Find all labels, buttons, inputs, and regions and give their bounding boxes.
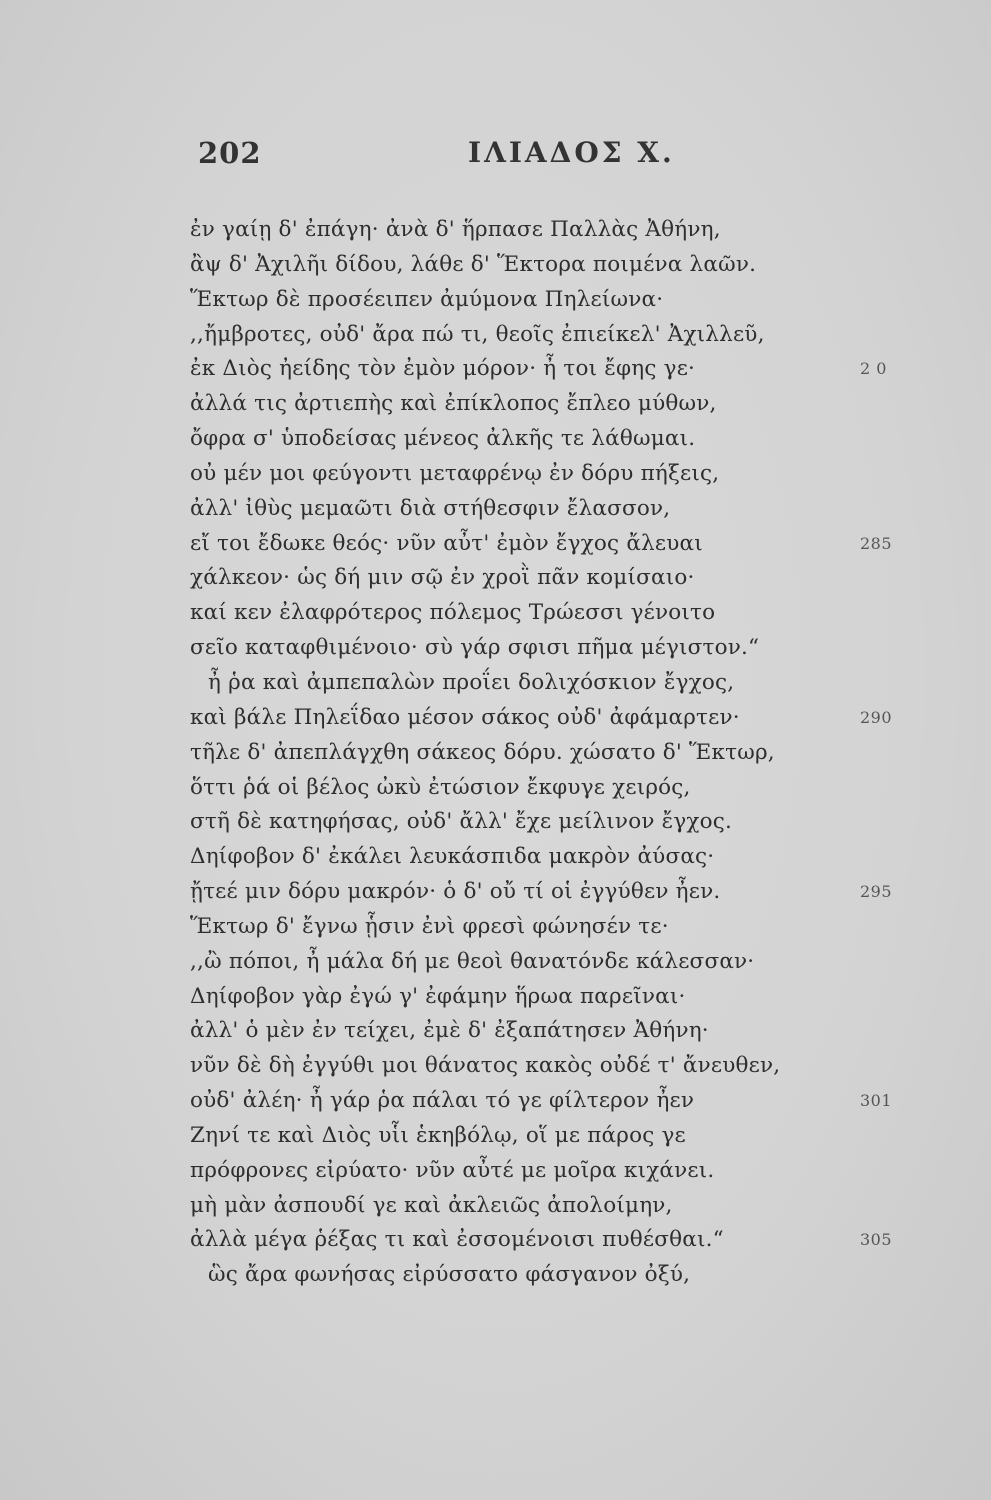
verse-line <box>190 771 910 806</box>
verse-text: Ζηνί τε καὶ Διὸς υἷι ἑκηβόλῳ, οἵ με πάρος γε <box>190 1122 686 1148</box>
line-number: 285 <box>860 533 893 553</box>
verse-line <box>190 736 910 771</box>
verse-line <box>190 492 910 527</box>
verse-text: ὄφρα σ' ὑποδείσας μένεος ἀλκῆς τε λάθωμαι. <box>190 426 696 452</box>
verse-line <box>190 875 910 910</box>
verse-text: οὐδ' ἀλέη· ἦ γάρ ῥα πάλαι τό γε φίλτερον ἦεν <box>190 1088 695 1114</box>
verse-text: χάλκεον· ὡς δή μιν σῷ ἐν χροῒ πᾶν κομίσαιο· <box>190 565 695 591</box>
verse-text: ἀλλ' ἰθὺς μεμαῶτι διὰ στήθεσφιν ἔλασσον, <box>190 495 671 521</box>
verse-text: ᾔτεέ μιν δόρυ μακρόν· ὁ δ' οὔ τί οἱ ἐγγύθεν ἦεν. <box>190 879 721 905</box>
verse-line <box>190 596 910 631</box>
verse-text: Ἕκτωρ δὲ προσέειπεν ἀμύμονα Πηλείωνα· <box>190 286 664 312</box>
verse-text: νῦν δὲ δὴ ἐγγύθι μοι θάνατος κακὸς οὐδέ τ' ἄνευθεν, <box>190 1053 781 1079</box>
verse-line <box>190 701 910 736</box>
running-title: ΙΛΙΑΔΟΣ Χ. <box>468 136 675 169</box>
verse-text: ἀλλά τις ἀρτιεπὴς καὶ ἐπίκλοπος ἔπλεο μύθων, <box>190 391 717 417</box>
verse-line <box>190 910 910 945</box>
verse-block <box>190 213 910 1293</box>
verse-text: ,,ὢ πόποι, ἦ μάλα δή με θεοὶ θανατόνδε κάλεσσαν· <box>190 948 755 974</box>
verse-line <box>190 1014 910 1049</box>
verse-text: Δηίφοβον δ' ἐκάλει λευκάσπιδα μακρὸν ἀύσας· <box>190 844 715 870</box>
verse-line <box>190 1223 910 1258</box>
verse-text: ἐκ Διὸς ἠείδης τὸν ἐμὸν μόρον· ἦ τοι ἔφης γε· <box>190 356 696 382</box>
verse-line <box>190 527 910 562</box>
verse-line <box>190 840 910 875</box>
line-number: 305 <box>860 1230 893 1250</box>
verse-line <box>190 805 910 840</box>
verse-line <box>190 457 910 492</box>
verse-text: ἦ ῥα καὶ ἀμπεπαλὼν προΐει δολιχόσκιον ἔγχος, <box>208 669 735 695</box>
verse-text: μὴ μὰν ἀσπουδί γε καὶ ἀκλειῶς ἀπολοίμην, <box>190 1192 673 1218</box>
verse-line <box>190 1084 910 1119</box>
verse-line <box>190 666 910 701</box>
page-number: 202 <box>198 136 262 170</box>
line-number: 301 <box>860 1091 893 1111</box>
verse-text: ἐν γαίῃ δ' ἐπάγη· ἀνὰ δ' ἥρπασε Παλλὰς Ἀθήνη, <box>190 217 721 242</box>
verse-text: καὶ βάλε Πηλεΐδαο μέσον σάκος οὐδ' ἀφάμαρτεν· <box>190 704 740 730</box>
verse-line <box>190 561 910 596</box>
verse-text: ἂψ δ' Ἀχιλῆι δίδου, λάθε δ' Ἕκτορα ποιμένα λαῶν. <box>190 251 757 277</box>
verse-line <box>190 387 910 422</box>
verse-text: ,,ἤμβροτες, οὐδ' ἄρα πώ τι, θεοῖς ἐπιείκελ' Ἀχιλλεῦ, <box>190 321 765 347</box>
line-number: 290 <box>860 707 893 727</box>
verse-text: στῆ δὲ κατηφήσας, οὐδ' ἄλλ' ἔχε μείλινον ἔγχος. <box>190 809 733 835</box>
verse-text: εἴ τοι ἔδωκε θεός· νῦν αὖτ' ἐμὸν ἔγχος ἄλευαι <box>190 530 703 556</box>
verse-line <box>190 352 910 387</box>
verse-text: οὐ μέν μοι φεύγοντι μεταφρένῳ ἐν δόρυ πήξεις, <box>190 460 720 486</box>
line-number: 295 <box>860 882 893 902</box>
verse-line <box>190 1049 910 1084</box>
verse-line <box>190 283 910 318</box>
verse-text: Δηίφοβον γὰρ ἐγώ γ' ἐφάμην ἥρωα παρεῖναι· <box>190 983 686 1009</box>
verse-text: ἀλλὰ μέγα ῥέξας τι καὶ ἐσσομένοισι πυθέσθαι.“ <box>190 1227 724 1253</box>
verse-text: τῆλε δ' ἀπεπλάγχθη σάκεος δόρυ. χώσατο δ' Ἕκτωρ, <box>190 739 775 765</box>
verse-line <box>190 945 910 980</box>
verse-line <box>190 1119 910 1154</box>
verse-text: πρόφρονες εἰρύατο· νῦν αὖτέ με μοῖρα κιχάνει. <box>190 1157 715 1183</box>
verse-text: σεῖο καταφθιμένοιο· σὺ γάρ σφισι πῆμα μέγιστον.“ <box>190 635 760 661</box>
verse-line <box>190 1189 910 1224</box>
page-header <box>0 136 991 176</box>
verse-line <box>190 248 910 283</box>
verse-line <box>190 1154 910 1189</box>
verse-text: ὣς ἄρα φωνήσας εἰρύσσατο φάσγανον ὀξύ, <box>208 1262 691 1288</box>
verse-line <box>190 631 910 666</box>
verse-line <box>190 980 910 1015</box>
verse-line <box>190 1258 910 1293</box>
verse-line <box>190 318 910 353</box>
verse-line <box>190 213 910 248</box>
verse-text: ἀλλ' ὁ μὲν ἐν τείχει, ἐμὲ δ' ἐξαπάτησεν Ἀθήνη· <box>190 1018 709 1044</box>
verse-text: καί κεν ἐλαφρότερος πόλεμος Τρώεσσι γένοιτο <box>190 600 716 626</box>
line-number: 2 0 <box>860 359 887 379</box>
verse-line <box>190 422 910 457</box>
verse-text: ὅττι ῥά οἱ βέλος ὠκὺ ἐτώσιον ἔκφυγε χειρός, <box>190 774 691 800</box>
verse-text: Ἕκτωρ δ' ἔγνω ᾗσιν ἐνὶ φρεσὶ φώνησέν τε· <box>190 913 669 939</box>
